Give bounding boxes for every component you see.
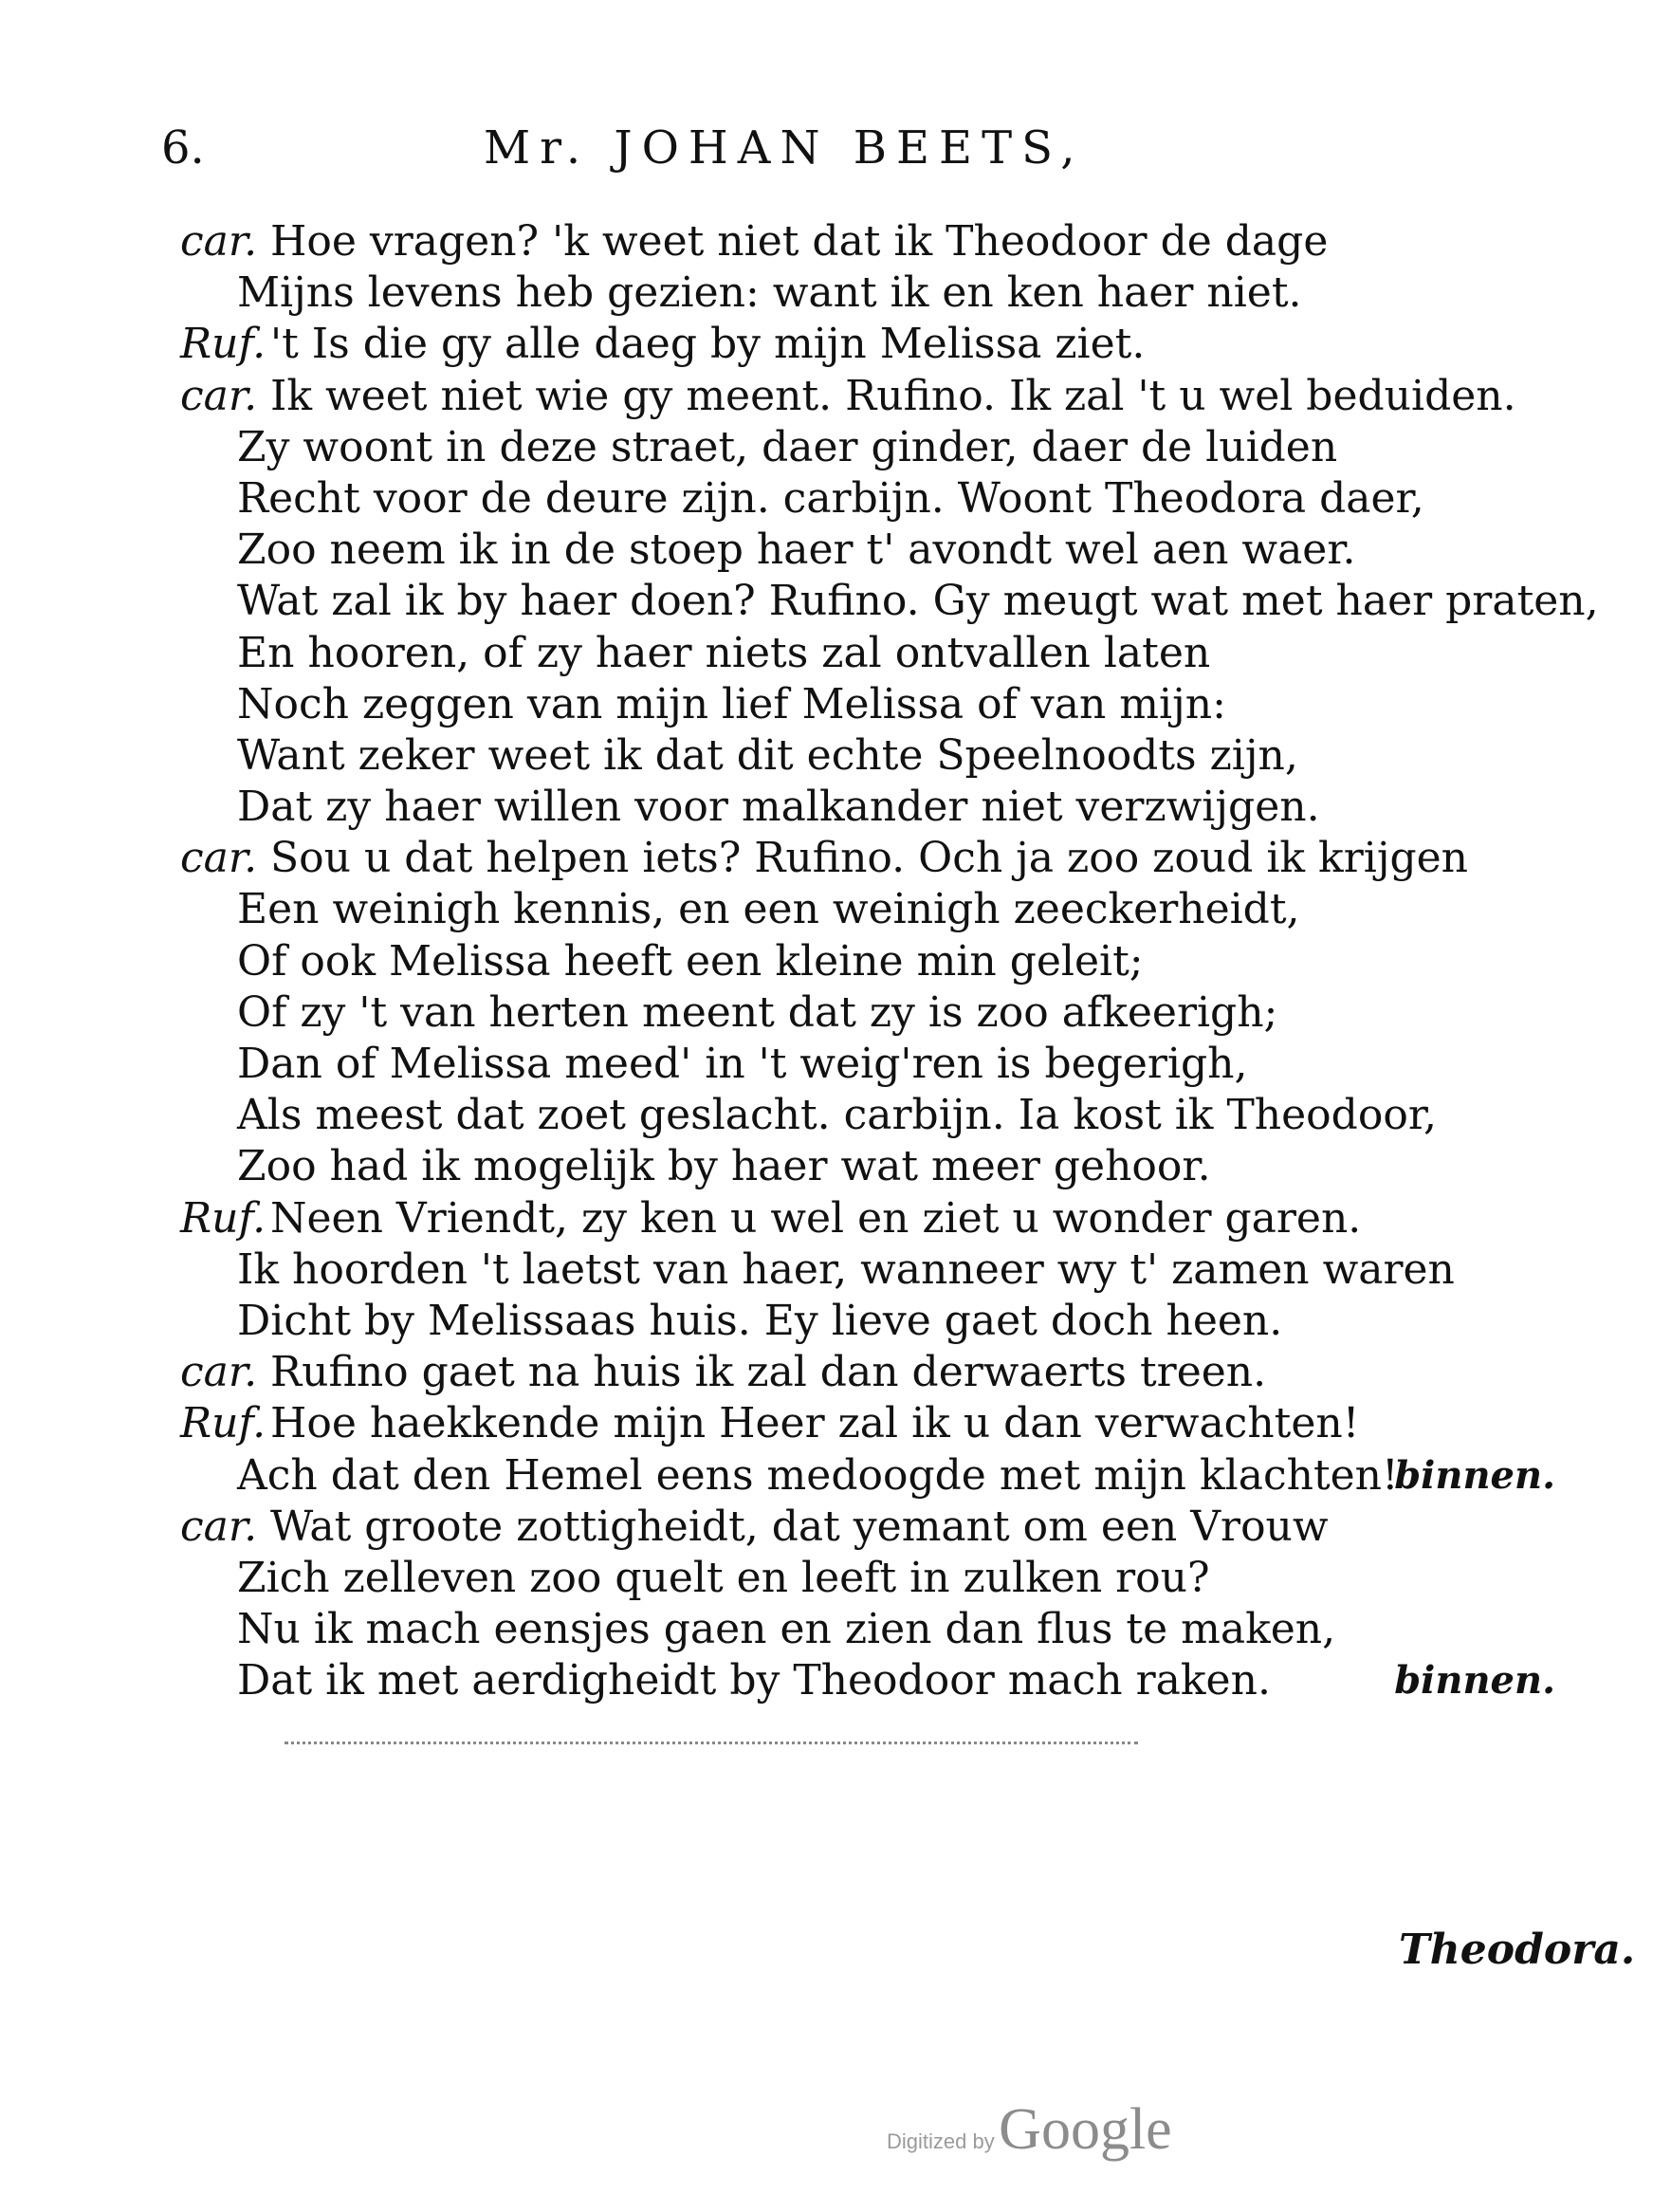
verse-line — [180, 319, 1603, 370]
verse-line — [180, 216, 1603, 267]
google-logo: Google — [999, 2097, 1172, 2162]
verse-text-line: Neen Vriendt, zy ken u wel en ziet u wonder garen. — [270, 1193, 1362, 1243]
speaker-label: car. — [180, 371, 258, 420]
verse-text-line: Of ook Melissa heeft een kleine min geleit; — [237, 936, 1144, 986]
verse-text-line: Wat groote zottigheidt, dat yemant om een Vrouw — [270, 1502, 1329, 1551]
verse-line — [180, 1450, 1603, 1502]
verse-text-line: Zoo had ik mogelijk by haer wat meer gehoor. — [237, 1142, 1211, 1191]
verse-line — [180, 525, 1603, 576]
verse-line — [180, 1193, 1603, 1244]
verse-line — [180, 936, 1603, 987]
verse-text-line: Rufino gaet na huis ik zal dan derwaerts treen. — [270, 1348, 1267, 1397]
verse-text-line: Recht voor de deure zijn. carbijn. Woont Theodora daer, — [237, 473, 1424, 523]
verse-line — [180, 1090, 1603, 1141]
dotted-rule — [285, 1742, 1138, 1750]
verse-text-line: En hooren, of zy haer niets zal ontvallen laten — [237, 628, 1211, 677]
running-head — [161, 121, 1299, 188]
verse-text-line: Een weinigh kennis, en een weinigh zeeckerheidt, — [237, 885, 1300, 934]
header-title: Mr. JOHAN BEETS, — [484, 121, 1085, 175]
speaker-label: car. — [180, 1502, 258, 1551]
speaker-label: car. — [180, 834, 258, 883]
verse-text-line: Hoe haekkende mijn Heer zal ik u dan verwachten! — [270, 1399, 1360, 1448]
watermark-small-text: Digitized by — [887, 2129, 995, 2153]
speaker-label: Ruf. — [180, 1193, 266, 1243]
speaker-label: car. — [180, 1348, 258, 1397]
verse-line — [180, 1604, 1603, 1655]
verse-line — [180, 730, 1603, 782]
verse-line — [180, 1347, 1603, 1398]
verse-text-line: Mijns levens heb gezien: want ik en ken haer niet. — [237, 268, 1302, 318]
verse-text-line: Nu ik mach eensjes gaen en zien dan flus te maken, — [237, 1605, 1336, 1654]
verse-line — [180, 679, 1603, 730]
catchword: Theodora. — [1399, 1926, 1636, 1974]
verse-line — [180, 576, 1603, 627]
verse-line — [180, 1296, 1603, 1347]
verse-line — [180, 267, 1603, 319]
verse-line — [180, 1141, 1603, 1192]
verse-line — [180, 987, 1603, 1039]
verse-line — [180, 1553, 1603, 1604]
stage-direction: binnen. — [1394, 1452, 1555, 1498]
verse-line — [180, 1244, 1603, 1296]
verse-text-line: Ach dat den Hemel eens medoogde met mijn klachten! — [237, 1450, 1399, 1500]
verse-text — [180, 216, 1603, 1706]
speaker-label: car. — [180, 217, 258, 266]
page-number: 6. — [161, 121, 205, 175]
verse-text-line: Als meest dat zoet geslacht. carbijn. Ia kost ik Theodoor, — [237, 1091, 1437, 1140]
verse-text-line: Dat ik met aerdigheidt by Theodoor mach raken. — [237, 1656, 1271, 1705]
speaker-label: Ruf. — [180, 320, 266, 369]
verse-text-line: Wat zal ik by haer doen? Rufino. Gy meugt wat met haer praten, — [237, 577, 1599, 626]
verse-line — [180, 473, 1603, 525]
verse-text-line: Sou u dat helpen iets? Rufino. Och ja zoo zoud ik krijgen — [270, 834, 1469, 883]
verse-text-line: Zoo neem ik in de stoep haer t' avondt wel aen waer. — [237, 525, 1356, 575]
verse-line — [180, 833, 1603, 884]
verse-text-line: Ik hoorden 't laetst van haer, wanneer wy t' zamen waren — [237, 1244, 1455, 1294]
verse-text-line: Zy woont in deze straet, daer ginder, daer de luiden — [237, 422, 1338, 471]
stage-direction: binnen. — [1394, 1658, 1555, 1704]
verse-line — [180, 782, 1603, 833]
verse-line — [180, 371, 1603, 422]
verse-line — [180, 1398, 1603, 1449]
verse-text-line: Want zeker weet ik dat dit echte Speelnoodts zijn, — [237, 730, 1298, 780]
verse-line — [180, 1502, 1603, 1553]
verse-line — [180, 422, 1603, 473]
verse-line — [180, 884, 1603, 935]
verse-text-line: Of zy 't van herten meent dat zy is zoo afkeerigh; — [237, 987, 1278, 1037]
verse-line — [180, 628, 1603, 679]
verse-text-line: Ik weet niet wie gy meent. Rufino. Ik zal 't u wel beduiden. — [270, 371, 1516, 420]
speaker-label: Ruf. — [180, 1399, 266, 1448]
verse-text-line: Dan of Melissa meed' in 't weig'ren is begerigh, — [237, 1040, 1248, 1088]
verse-line — [180, 1039, 1603, 1090]
verse-text-line: Dicht by Melissaas huis. Ey lieve gaet doch heen. — [237, 1296, 1283, 1345]
verse-line — [180, 1655, 1603, 1706]
digitized-watermark — [887, 2096, 1172, 2164]
verse-text-line: Dat zy haer willen voor malkander niet verzwijgen. — [237, 783, 1320, 832]
verse-text-line: Noch zeggen van mijn lief Melissa of van mijn: — [237, 679, 1226, 728]
verse-text-line: 't Is die gy alle daeg by mijn Melissa ziet. — [270, 320, 1146, 369]
verse-text-line: Zich zelleven zoo quelt en leeft in zulken rou? — [237, 1553, 1210, 1602]
verse-text-line: Hoe vragen? 'k weet niet dat ik Theodoor de dage — [270, 217, 1329, 266]
